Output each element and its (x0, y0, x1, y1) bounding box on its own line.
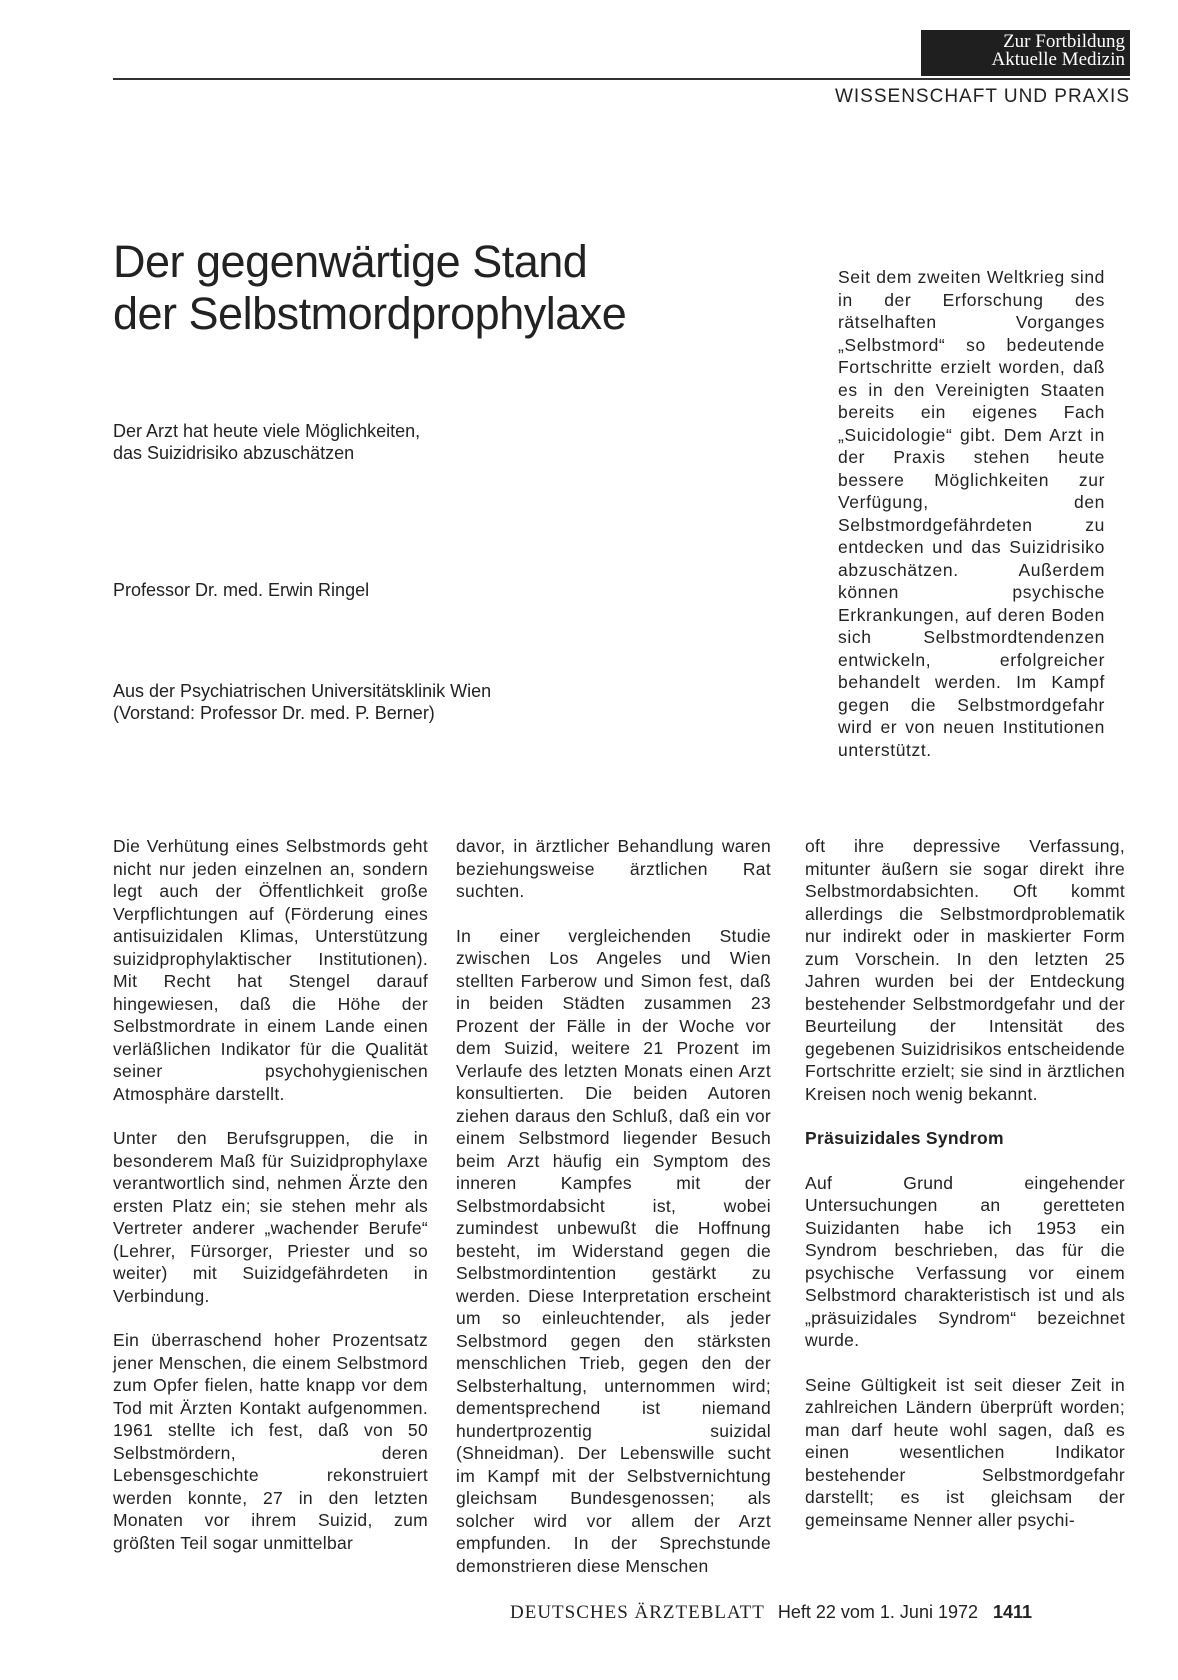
affiliation-line-1: Aus der Psychiatrischen Universitätsklinik Wien (113, 681, 492, 701)
paragraph: oft ihre depressive Verfassung, mitunter äußern sie sogar direkt ihre Selbstmordabsichten. Oft kommt allerdings die Selbstmordproblematik nur indirekt oder in maskierter Form zum Vorschein. In den letzten 25 Jahren wurden bei der Entdeckung bestehender Selbstmordgefahr und der Beurteilung der Intensität des gegebenen Suizidrisikos entscheidende Fortschritte erzielt; sie sind in ärztlichen Kreisen noch wenig bekannt. (805, 836, 1125, 1104)
journal-name: DEUTSCHES ÄRZTEBLATT (510, 1602, 765, 1623)
abstract: Seit dem zweiten Weltkrieg sind in der Erforschung des rätselhaften Vorganges „Selbstmord“ so bedeutende Fortschritte erzielt worden, daß es in den Vereinigten Staaten bereits ein eigenes Fach „Suicidologie“ gibt. Dem Arzt in der Praxis stehen heute bessere Möglichkeiten zur Verfügung, den Selbstmordgefährdeten zu entdecken und das Suizidrisiko abzuschätzen. Außerdem können psychische Erkrankungen, auf deren Boden sich Selbstmordtendenzen entwickeln, erfolgreicher behandelt werden. Im Kampf gegen die Selbstmordgefahr wird er von neuen Institutionen unterstützt. (838, 267, 1105, 760)
subtitle-line-2: das Suizidrisiko abzuschätzen (113, 443, 355, 463)
page-footer (510, 1602, 1032, 1624)
paragraph: Unter den Berufsgruppen, die in besonderem Maß für Suizidprophylaxe verantwortlich sind, nehmen Ärzte den ersten Platz ein; sie stehen mehr als Vertreter anderer „wachender Berufe“ (Lehrer, Fürsorger, Priester und so weiter) mit Suizidgefährdeten in Verbindung. (113, 1128, 428, 1306)
subtitle-line-1: Der Arzt hat heute viele Möglichkeiten, (113, 421, 421, 441)
section-label: WISSENSCHAFT UND PRAXIS (834, 86, 1130, 107)
header-rule (113, 78, 1130, 80)
paragraph: Die Verhütung eines Selbstmords geht nicht nur jeden einzelnen an, sondern legt auch der Öffentlichkeit große Verpflichtungen auf (Förderung eines antisuizidalen Klimas, Unterstützung suizidprophylaktischer Institutionen). Mit Recht hat Stengel darauf hingewiesen, daß die Höhe der Selbstmordrate in einem Lande einen verläßlichen Indikator für die Qualität seiner psychohygienischen Atmosphäre darstellt. (113, 836, 428, 1104)
affiliation (113, 680, 713, 724)
paragraph: Ein überraschend hoher Prozentsatz jener Menschen, die einem Selbstmord zum Opfer fielen, hatte knapp vor dem Tod mit Ärzten Kontakt aufgenommen. 1961 stellte ich fest, daß von 50 Selbstmördern, deren Lebensgeschichte rekonstruiert werden konnte, 27 in den letzten Monaten vor ihrem Suizid, zum größten Teil sogar unmittelbar (113, 1330, 428, 1553)
paragraph: Seine Gültigkeit ist seit dieser Zeit in zahlreichen Ländern überprüft worden; man darf heute wohl sagen, daß es einen wesentlichen Indikator bestehender Selbstmordgefahr darstellt; es ist gleichsam der gemeinsame Nenner aller psychi- (805, 1374, 1125, 1530)
paragraph: In einer vergleichenden Studie zwischen Los Angeles und Wien stellten Farberow und Simon fest, daß in beiden Städten zusammen 23 Prozent der Fälle in der Woche vor dem Suizid, weitere 21 Prozent im Verlaufe des letzten Monats einen Arzt konsultierten. Die beiden Autoren ziehen daraus den Schluß, daß ein vor einem Selbstmord liegender Besuch beim Arzt häufig ein Symptom des inneren Kampfes mit der Selbstmordabsicht ist, wobei zumindest unbewußt die Hoffnung besteht, im Widerstand gegen die Selbstmordintention gestärkt zu werden. Diese Interpretation erscheint um so einleuchtender, als jeder Selbstmord gegen den stärksten menschlichen Trieb, gegen den der Selbsterhaltung, unternommen wird; dementsprechend ist niemand hundertprozentig suizidal (Shneidman). Der Lebenswille sucht im Kampf mit der Selbstvernichtung gleichsam Bundesgenossen; als solcher wird vor allem der Arzt empfunden. In der Sprechstunde demonstrieren diese Menschen (456, 925, 771, 1576)
paragraph: davor, in ärztlicher Behandlung waren beziehungsweise ärztlichen Rat suchten. (456, 836, 771, 901)
title-line-2: der Selbstmordprophylaxe (113, 288, 627, 339)
article-title (113, 236, 733, 340)
section-heading: Präsuizidales Syndrom (805, 1128, 1004, 1148)
article-subtitle (113, 420, 633, 464)
body-column-3 (805, 835, 1125, 1553)
page-number: 1411 (993, 1602, 1033, 1622)
section-badge (921, 30, 1130, 76)
issue-info: Heft 22 vom 1. Juni 1972 (777, 1602, 978, 1622)
author: Professor Dr. med. Erwin Ringel (113, 580, 370, 600)
affiliation-line-2: (Vorstand: Professor Dr. med. P. Berner) (113, 703, 435, 723)
badge-line-2: Aktuelle Medizin (991, 49, 1125, 70)
badge-line-1: Zur Fortbildung (1003, 31, 1125, 52)
paragraph: Auf Grund eingehender Untersuchungen an geretteten Suizidanten habe ich 1953 ein Syndrom beschrieben, das für die psychische Verfassung vor einem Selbstmord charakteristisch ist und als „präsuizidales Syndrom“ bezeichnet wurde. (805, 1172, 1125, 1350)
body-column-1 (113, 835, 428, 1576)
body-column-2 (456, 835, 771, 1599)
title-line-1: Der gegenwärtige Stand (113, 236, 588, 287)
